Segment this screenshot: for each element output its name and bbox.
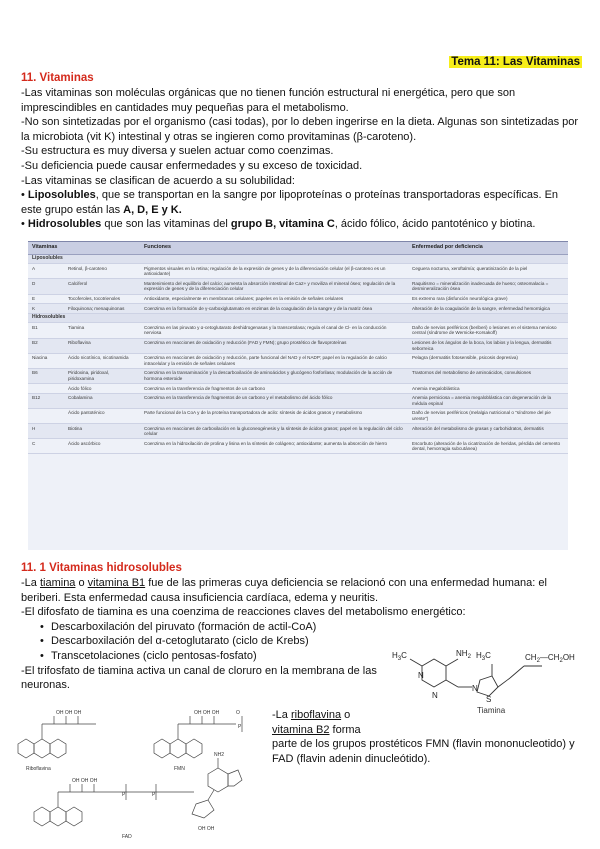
vitamin-code: K — [28, 304, 64, 314]
table-row — [28, 353, 568, 368]
figure-label-fad: FAD — [122, 834, 132, 840]
list-item: • Transcetolaciones (ciclo pentosas-fosfato) — [51, 649, 586, 664]
vitamin-name: Cobalamina — [64, 393, 140, 408]
svg-text:NH2: NH2 — [214, 752, 225, 758]
svg-text:P: P — [152, 792, 156, 798]
section-heading-vitaminas: 11. Vitaminas — [21, 72, 94, 84]
deficiency-disease: Raquitismo = mineralización inadecuada de hueso; osteomalacia = desmineralización ósea — [408, 279, 568, 294]
svg-text:OH OH: OH OH — [198, 826, 215, 832]
vitamin-code: D — [28, 279, 64, 294]
group-b-vit-c: grupo B, vitamina C — [230, 218, 335, 231]
table-row — [28, 393, 568, 408]
vitamin-name: Riboflavina — [64, 338, 140, 353]
table-row — [28, 424, 568, 439]
deficiency-disease: Escorbuto (alteración de la cicatrización de heridas, pérdida del cemento dental, hemorragia subcutánea) — [408, 439, 568, 454]
vitamin-code: B12 — [28, 393, 64, 408]
table-row — [28, 384, 568, 394]
vitamin-code: A — [28, 264, 64, 279]
vitamin-name: Filoquinona; menaquinonas — [64, 304, 140, 314]
paragraph: -El trifosfato de tiamina activa un canal de cloruro en la membrana de las neuronas. — [21, 664, 377, 692]
paragraph-riboflavina: -La riboflavina o — [272, 709, 351, 721]
vitamin-name: Tiamina — [64, 323, 140, 338]
vitamin-code: B6 — [28, 368, 64, 383]
deficiency-disease: Alteración del metabolismo de grasas y carbohidratos, dermatitis — [408, 424, 568, 439]
vitamin-code — [28, 384, 64, 394]
vitamin-name: Ácido pantoténico — [64, 408, 140, 423]
term-liposolubles: Liposolubles — [27, 189, 96, 202]
section-heading-hidrosolubles: 11. 1 Vitaminas hidrosolubles — [21, 562, 182, 574]
paragraph: -No son sintetizadas por el organismo (casi todas), por lo deben ingerirse en la dieta. Algunas son sintetizadas por la microbiota (vit K) intestinal y otras se ingieren como provitaminas (β-caroteno). — [21, 116, 579, 143]
list-item: • Descarboxilación del α-cetoglutarato (ciclo de Krebs) — [51, 634, 586, 649]
vitamin-function: Coenzima en la formación de γ-carboxiglutamato en enzimas de la coagulación de la sangre y de la matriz ósea — [140, 304, 408, 314]
vitamins-table — [28, 241, 568, 550]
vitamin-function: Coenzima en la transferencia de fragmentos de un carbono — [140, 384, 408, 394]
link-riboflavina: riboflavina — [290, 709, 342, 721]
vitamin-function: Coenzima en la transaminación y la descarboxilación de aminoácidos y glucógeno fosforilasa; modulación de la acción de hormona esteroide — [140, 368, 408, 383]
svg-text:N: N — [432, 691, 438, 700]
vitamin-name: Ácido fólico — [64, 384, 140, 394]
table-group-row — [28, 254, 568, 264]
tiamina-structure — [392, 636, 592, 716]
list-item: • Descarboxilación del piruvato (formación de actil-CoA) — [51, 620, 586, 635]
vitamin-function: Parte funcional de la CoA y de la proteína transportadora de acilo: síntesis de ácidos grasos y metabolismo — [140, 408, 408, 423]
vitamin-name: Tocoferoles, tocotrienoles — [64, 294, 140, 304]
paragraph: -Su estructura es muy diversa y suelen actuar como coenzimas. — [21, 145, 334, 158]
vitamin-code: E — [28, 294, 64, 304]
vitamin-function: Coenzima en las piruvato y α-cetoglutarato deshidrogenasas y la transcetolasa; regula el canal de Cl- en la conducción nerviosa — [140, 323, 408, 338]
table-header: Vitaminas — [28, 242, 140, 254]
deficiency-disease: Daño de nervios periféricos (beriberi) o lesiones en el sistema nervioso central (síndrome de Wernicke-Korsakoff) — [408, 323, 568, 338]
svg-text:N: N — [418, 671, 424, 680]
svg-text:H3C: $H_3C$ — [392, 651, 407, 662]
intro-text — [21, 86, 581, 232]
link-tiamina: tiamina — [39, 577, 76, 589]
table-header: Funciones — [140, 242, 408, 254]
paragraph: -El difosfato de tiamina es una coenzima de reacciones claves del metabolismo energético: — [21, 606, 466, 619]
svg-text:N: N — [472, 684, 478, 693]
svg-text:S: S — [486, 695, 492, 704]
table-row — [28, 264, 568, 279]
link-vitamina-b1: vitamina B1 — [87, 577, 146, 589]
tiamina-label: Tiamina — [477, 706, 506, 715]
vitamin-name: Piridoxina, piridoxal, piridoxamina — [64, 368, 140, 383]
deficiency-disease: Lesiones de los ángulos de la boca, los labios y la lengua, dermatitis seborreica — [408, 338, 568, 353]
vitamin-function: Pigmentos visuales en la retina; regulación de la expresión de genes y de la diferenciación celular (el β-caroteno es un antioxidante) — [140, 264, 408, 279]
vitamin-code — [28, 408, 64, 423]
table-group-label: Hidrosolubles — [28, 313, 568, 323]
deficiency-disease: Anemia perniciosa = anemia megaloblástica con degeneración de la médula espinal — [408, 393, 568, 408]
vitamin-function: Coenzima en reacciones de carboxilación en la gluconeogénesis y la síntesis de ácidos grasos; papel en la regulación del ciclo celular — [140, 424, 408, 439]
term-hidrosolubles: Hidrosolubles — [27, 218, 102, 231]
vitamin-function: Coenzima en reacciones de oxidación y reducción (FAD y FMN); grupo prostético de flavoproteínas — [140, 338, 408, 353]
table-row — [28, 323, 568, 338]
link-vitamina-b2: vitamina B2 — [272, 723, 330, 736]
paragraph: -Su deficiencia puede causar enfermedades y su exceso de toxicidad. — [21, 159, 363, 172]
vitamin-name: Calciferol — [64, 279, 140, 294]
lipo-vitamin-list: A, D, E y K. — [123, 203, 182, 216]
riboflavina-text — [272, 708, 582, 766]
svg-text:O: O — [236, 710, 240, 716]
table-header: Enfermedad por deficiencia — [408, 242, 568, 254]
vitamin-code: C — [28, 439, 64, 454]
table-row — [28, 304, 568, 314]
vitamin-function: Coenzima en la hidroxilación de prolina y lisina en la síntesis de colágeno; antioxidante; aumenta la absorción de hierro — [140, 439, 408, 454]
svg-text:OH OH OH: OH OH OH — [72, 778, 98, 784]
vitamin-name: Ácido ascórbico — [64, 439, 140, 454]
paragraph-liposolubles: • Liposolubles, que se transportan en la sangre por lipoproteínas o proteínas transportadoras específicas. En este grupo están las A, D, E y K. — [21, 189, 559, 216]
vitamin-code: B2 — [28, 338, 64, 353]
svg-text:OH OH OH: OH OH OH — [56, 710, 82, 716]
vitamin-name: Ácido nicotínico, nicotinamida — [64, 353, 140, 368]
table-group-label: Liposolubles — [28, 254, 568, 264]
figure-label-riboflavina: Riboflavina — [26, 766, 51, 772]
figure-label-fmn: FMN — [174, 766, 185, 772]
deficiency-disease: Trastornos del metabolismo de aminoácidos, convulsiones — [408, 368, 568, 383]
table-row — [28, 368, 568, 383]
table-row — [28, 279, 568, 294]
vitamin-code: Niacina — [28, 353, 64, 368]
deficiency-disease: Ceguera nocturna, xeroftalmía; queratinización de la piel — [408, 264, 568, 279]
vitamin-name: Retinol, β-caroteno — [64, 264, 140, 279]
paragraph: parte de los grupos prostéticos FMN (flavin mononucleotido) y FAD (flavin adenin dinucleótido). — [272, 738, 575, 765]
page-title: Tema 11: Las Vitaminas — [451, 56, 580, 68]
table-row — [28, 338, 568, 353]
paragraph-tiamina: -La tiamina o vitamina B1 fue de las primeras cuya deficiencia se relacionó con una enfermedad humana: el beriberi. Esta enfermedad causa insuficiencia cardíaca, edema y neuritis. — [21, 577, 547, 604]
vitamin-function: Mantenimiento del equilibrio del calcio; aumenta la absorción intestinal de Ca2+ y moviliza el mineral óseo; regulación de la expresión de genes y de la diferenciación celular — [140, 279, 408, 294]
deficiency-disease: Alteración de la coagulación de la sangre, enfermedad hemorrágica — [408, 304, 568, 314]
vitamin-code: H — [28, 424, 64, 439]
table-row — [28, 294, 568, 304]
deficiency-disease: Daño de nervios periféricos (melalgia nutricional o "síndrome del pie urente") — [408, 408, 568, 423]
vitamin-function: Antioxidante, especialmente en membranas celulares; papeles en la emisión de señales celulares — [140, 294, 408, 304]
vitamin-name: Biotina — [64, 424, 140, 439]
svg-text:P: P — [238, 724, 242, 730]
vitamin-function: Coenzima en la transferencia de fragmentos de un carbono y el metabolismo del ácido fólico — [140, 393, 408, 408]
svg-text:OH OH OH: OH OH OH — [194, 710, 220, 716]
svg-text:CH2—CH2OH: $CH_2—CH_2OH$ — [525, 653, 575, 664]
deficiency-disease: Anemia megaloblástica — [408, 384, 568, 394]
paragraph: vitamina B2 forma — [272, 723, 361, 736]
table-group-row — [28, 313, 568, 323]
svg-text:P: P — [122, 792, 126, 798]
deficiency-disease: Es extremo rara (disfunción neurológica grave) — [408, 294, 568, 304]
svg-text:NH2: $NH_2$ — [456, 649, 471, 660]
vitamin-function: Coenzima en reacciones de oxidación y reducción, parte funcional del NAD y el NADP; papel en la regulación de calcio intracelular y la emisión de señales celulares — [140, 353, 408, 368]
table-row — [28, 408, 568, 423]
deficiency-disease: Pelagra (dermatitis fotosensible, psicosis depresiva) — [408, 353, 568, 368]
paragraph: -Las vitaminas son moléculas orgánicas que no tienen función estructural ni energética, pero que son imprescindibles en cantidades muy pequeñas para el metabolismo. — [21, 87, 516, 114]
table-row — [28, 439, 568, 454]
paragraph: -Las vitaminas se clasifican de acuerdo a su solubilidad: — [21, 174, 295, 187]
vitamin-code: B1 — [28, 323, 64, 338]
flavin-structures-figure — [4, 704, 272, 844]
svg-text:H3C: $H_3C$ — [476, 651, 491, 662]
paragraph-hidrosolubles: • Hidrosolubles que son las vitaminas del grupo B, vitamina C, ácido fólico, ácido pantoténico y biotina. — [21, 218, 536, 231]
